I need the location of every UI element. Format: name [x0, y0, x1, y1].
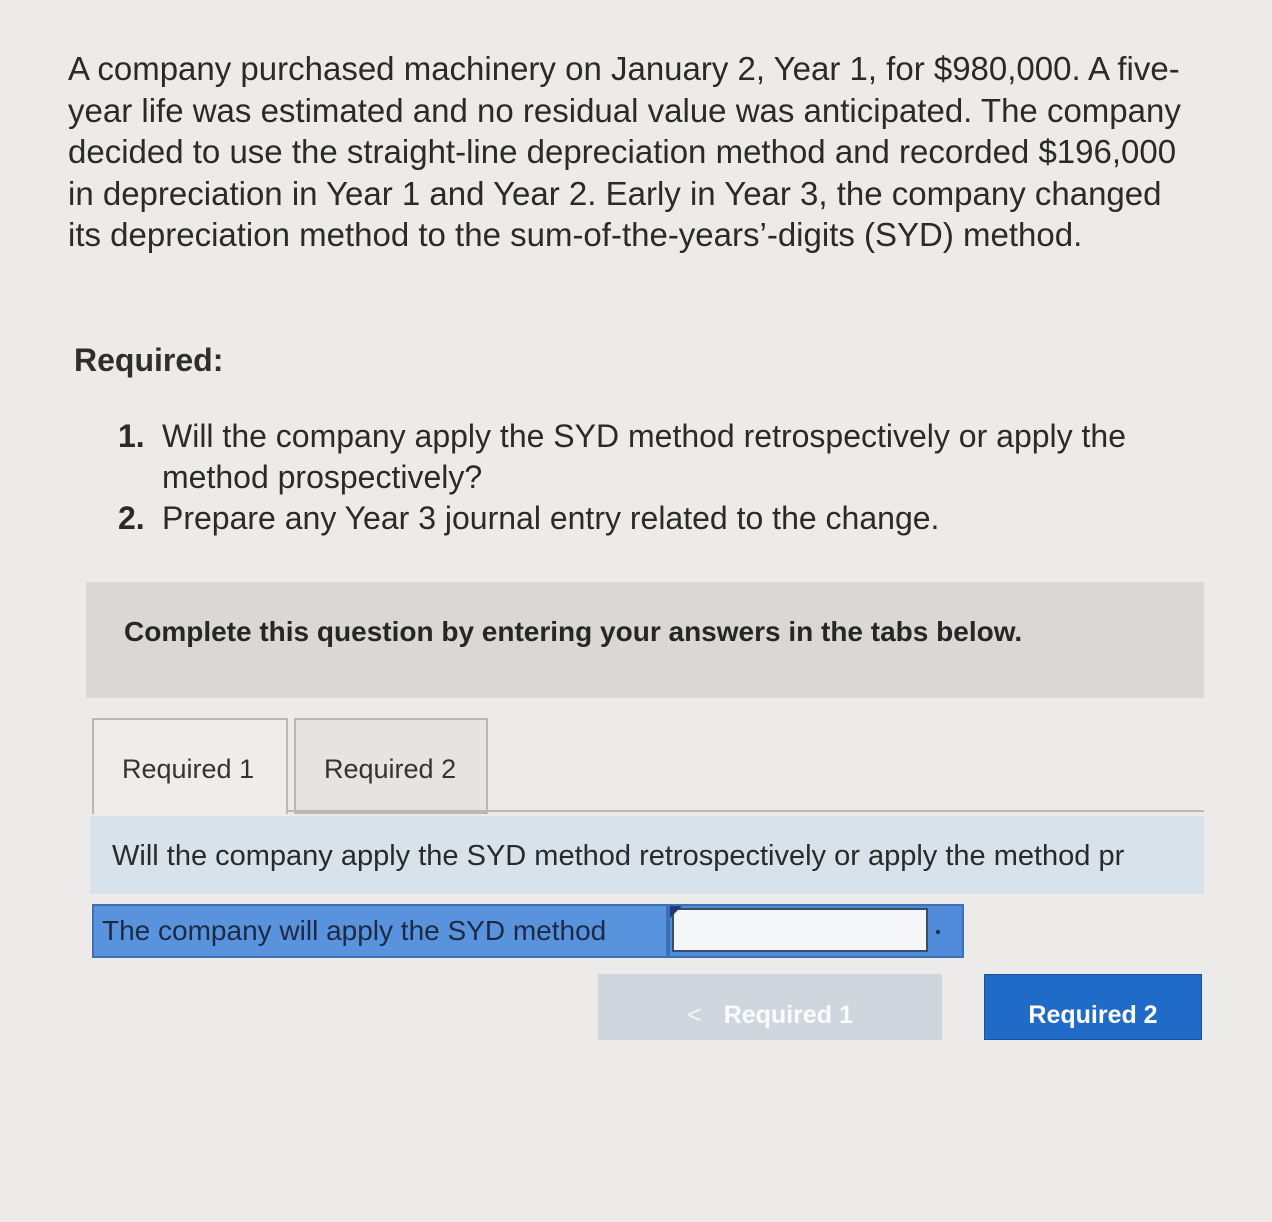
instruction-banner: Complete this question by entering your answers in the tabs below. — [86, 582, 1204, 698]
required-list — [110, 416, 1190, 539]
required-item — [110, 416, 1190, 498]
problem-statement: A company purchased machinery on January 2, Year 1, for $980,000. A five-year life was estimated and no residual value was anticipated. The company decided to use the straight-line depreciation method and recorded $196,000 in depreciation in Year 1 and Year 2. Early in Year 3, the company changed its depreciation method to the sum-of-the-years’-digits (SYD) method. — [68, 50, 1181, 253]
previous-button[interactable] — [598, 974, 942, 1040]
question-prompt: Will the company apply the SYD method retrospectively or apply the method pr — [90, 816, 1204, 894]
tab-required-2[interactable]: Required 2 — [294, 718, 488, 814]
answer-label: The company will apply the SYD method — [92, 904, 668, 958]
tab-divider — [288, 810, 1204, 812]
answer-row — [92, 904, 964, 958]
required-heading: Required: — [74, 342, 224, 378]
answer-dropdown[interactable] — [668, 904, 964, 958]
dropdown-indicator-icon[interactable] — [936, 930, 940, 934]
required-item-number: 1. — [118, 418, 145, 454]
flag-corner-icon — [670, 906, 682, 918]
answer-dropdown-field[interactable] — [672, 908, 928, 952]
required-item-number: 2. — [118, 500, 145, 536]
tab-required-1[interactable]: Required 1 — [92, 718, 288, 814]
required-item — [110, 498, 1190, 539]
chevron-left-icon: < — [687, 1001, 702, 1029]
next-button-label: Required 2 — [1028, 1001, 1158, 1029]
required-item-text: Prepare any Year 3 journal entry related to the change. — [162, 500, 940, 536]
next-button[interactable] — [984, 974, 1202, 1040]
previous-button-label: Required 1 — [723, 1001, 853, 1029]
required-item-text: Will the company apply the SYD method retrospectively or apply the method prospectively? — [162, 418, 1127, 495]
